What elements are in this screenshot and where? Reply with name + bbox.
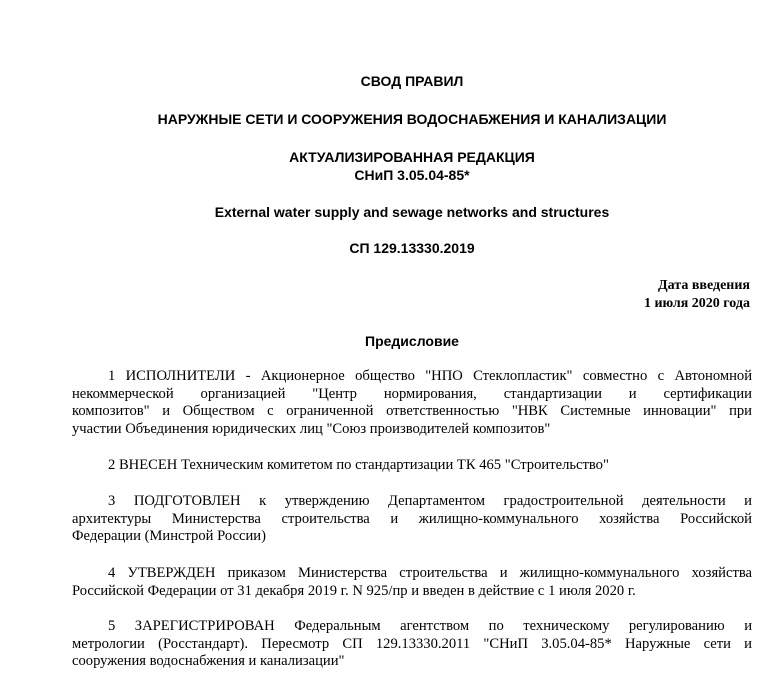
preface-title: Предисловие xyxy=(365,333,459,349)
text-line: 2 ВНЕСЕН Техническим комитетом по стандартизации ТК 465 "Строительство" xyxy=(108,457,609,473)
edition-title: АКТУАЛИЗИРОВАННАЯ РЕДАКЦИЯ xyxy=(289,149,535,165)
introduction-date-value: 1 июля 2020 года xyxy=(643,296,750,311)
text-line: композитов" и Обществом с ограниченной ответственностью "НВК Системные инновации" при xyxy=(72,403,752,419)
introduction-date xyxy=(644,277,750,313)
main-title: НАРУЖНЫЕ СЕТИ И СООРУЖЕНИЯ ВОДОСНАБЖЕНИЯ И КАНАЛИЗАЦИИ xyxy=(157,111,667,127)
preface-item-4 xyxy=(72,565,752,600)
preface-item-1 xyxy=(72,368,752,438)
text-line: 4 УТВЕРЖДЕН приказом Министерства строительства и жилищно-коммунального хозяйства xyxy=(108,565,752,581)
text-line: Российской Федерации от 31 декабря 2019 г. N 925/пр и введен в действие с 1 июля 2020 г. xyxy=(72,582,636,599)
introduction-date-label: Дата введения xyxy=(658,278,750,293)
text-line: метрологии (Росстандарт). Пересмотр СП 129.13330.2011 "СНиП 3.05.04-85* Наружные сети и xyxy=(72,635,752,652)
code-title: СВОД ПРАВИЛ xyxy=(360,73,464,89)
text-line: участии Объединения юридических лиц "Союз производителей композитов" xyxy=(72,420,551,437)
text-line: сооружения водоснабжения и канализации" xyxy=(72,653,345,669)
text-line: 1 ИСПОЛНИТЕЛИ - Акционерное общество "НПО Стеклопластик" совместно с Автономной xyxy=(108,368,752,384)
english-title: External water supply and sewage networks and structures xyxy=(214,204,610,220)
snip-reference: СНиП 3.05.04-85* xyxy=(354,167,470,183)
text-line: архитектуры Министерства строительства и жилищно-коммунального хозяйства Российской xyxy=(72,510,752,527)
preface-item-5 xyxy=(72,618,752,671)
preface-item-3 xyxy=(72,493,752,546)
text-line: Федерации (Минстрой России) xyxy=(72,528,266,544)
preface-item-2 xyxy=(72,457,752,475)
text-line: 3 ПОДГОТОВЛЕН к утверждению Департаментом градостроительной деятельности и xyxy=(108,493,752,509)
text-line: 5 ЗАРЕГИСТРИРОВАН Федеральным агентством по техническому регулированию и xyxy=(108,618,752,634)
text-line: некоммерческой организацией "Центр нормирования, стандартизации и сертификации xyxy=(72,385,752,402)
sp-number: СП 129.13330.2019 xyxy=(349,240,475,256)
